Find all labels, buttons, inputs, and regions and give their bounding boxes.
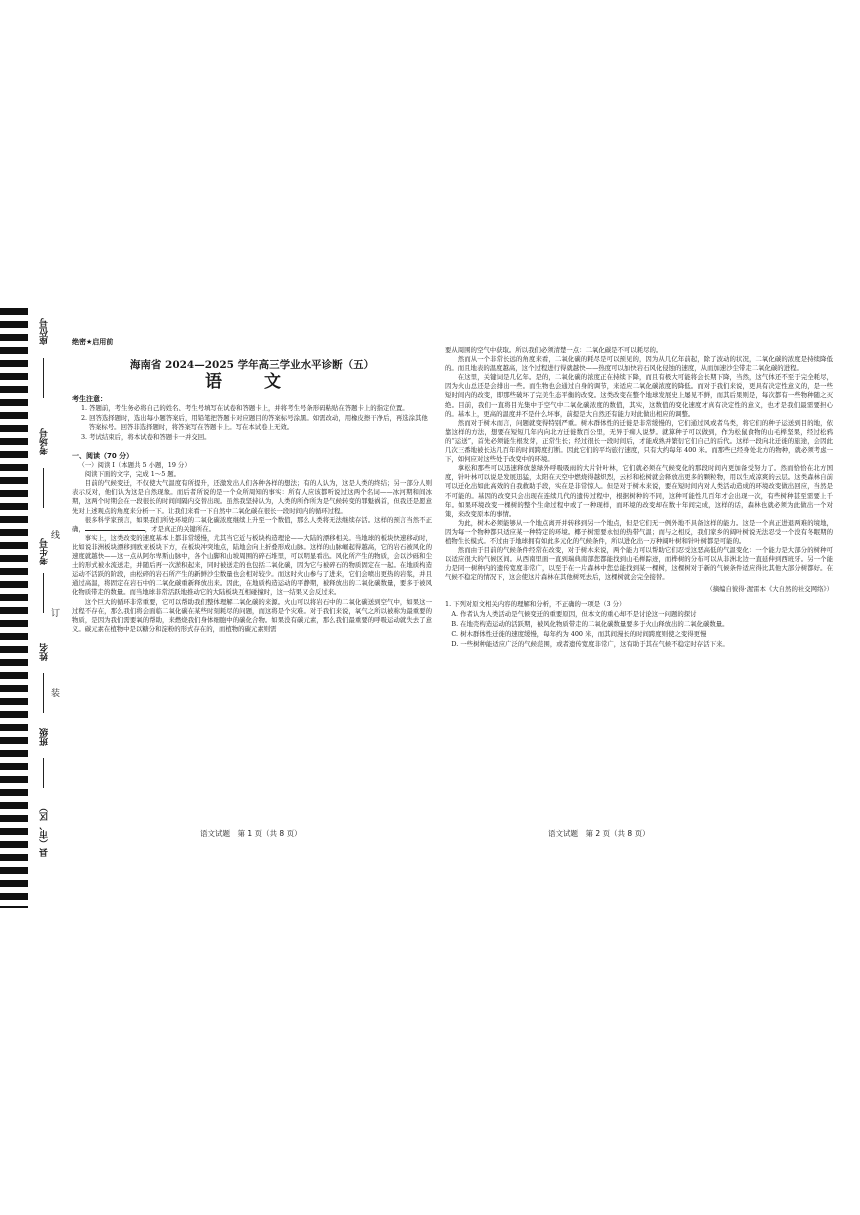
question-option[interactable]: B. 在地壳构造运动的活跃期，被风化物质带走的二氧化碳数量要多于火山释放出的二氧化碳数量。 bbox=[451, 619, 729, 628]
exam-room-label: 考场号 bbox=[40, 428, 50, 455]
fill-blank[interactable] bbox=[85, 525, 145, 531]
section-title: 一、阅读（70 分） bbox=[72, 452, 134, 460]
class-label: 班级 bbox=[40, 728, 50, 746]
secret-mark: 绝密★启用前 bbox=[72, 338, 114, 346]
passage-source: （摘编自彼得·渥雷本《大自然的社交网络》） bbox=[706, 585, 833, 594]
passage-text: ，才是真正的关键所在。 bbox=[144, 524, 216, 533]
passage-paragraph: 然而对于树木而言，问题就变得特别严重。树木群体性的迁徙是非常缓慢的，它们通过风或者鸟类，将它们的种子运送到目的地，依靠这样的方法，想要在短短几年内向北方迁徙数百公里，无异于痴人说梦。就算种子可以做到，作为松鼠食物的山毛榉坚果，经过松鸦的“运送”，首先必须能生根发芽，正常生长；经过很长一段时间后，才能成熟并繁衍它们自己的后代。这样一段向北迁徙的旅途，会因此几次三番地被长达几百年的时间跨度打断。因此它们的平均旅行速度，只有大约每年 400 米。而那些已经身处北方的物种，就必须考虑一下，如何应对这些处于改变中的环境。 bbox=[445, 418, 833, 464]
passage-text: 很多科学家预言，如果我们所处环境的二氧化碳浓度继续上升至一个数值，那么人类将无法继续存活。这样的预言当然不正确， bbox=[72, 515, 432, 533]
cut-bind-mark: 装 bbox=[49, 688, 59, 697]
passage-paragraph: 这个巨大的循环非常重要，它可以帮助我们整体理解二氧化碳的来源。火山可以将岩石中的二氧化碳送到空气中，如果这一过程不存在，那么我们将会面临二氧化碳在某些时刻耗尽的问题，而这将是个灾难。对于我们来说，氧气之所以被称为最重要的物质，是因为我们需要氧的帮助，来燃烧我们身体细胞中的碳化合物。如果没有碳元素，那么我们最重要的呼吸运动就失去了意义。碳元素在植物中是以糖分和淀粉的形式存在的，而植物的碳元素则需 bbox=[72, 597, 432, 633]
notes-title: 考生注意： bbox=[72, 395, 107, 404]
passage-paragraph: 然而由于目前的气候条件经常在改变，对于树木来说，两个能力可以帮助它们忍受这恶高低的气温变化：一个能力是大部分的树种可以适应很大的气候区间。从西南里面一直到瑞典南部您都能找到山毛榉踪迹，而桦树的分布可以从非洲北边一直延伸到西班牙。另一个能力是同一树种内的遗传宽度非常广，以至于在一片森林中您总能找到某一棵树，这棵树对于新的气候条件适应得比其他大部分树都好。在气候不稳定的情况下，这会使这片森林在其他树死去后，这棵树就会完全接替。 bbox=[445, 546, 833, 582]
page-footer-left: 语文试题 第 1 页（共 8 页） bbox=[200, 829, 302, 838]
section-instruction: 阅读下面的文字，完成 1～5 题。 bbox=[84, 470, 181, 479]
passage-paragraph: 拿松和那些可以迅速释放葱绿外呼吸吸雨的大片针叶林，它们就必须在气候变化的那段时间内更加备受努力了。然而恰恰在北方国度，针叶林可以说是发展迅猛，太阳在天空中燃烧得越炽烈，云杉和松树就会释放出更多的颗粒物，用以生成凉爽的云层。这类森林自前可以迁化出如此高效的自我救助手段，实在是非常惊人。但是对于树木来说，要在短时间内对人类活动造成的环境改变做出回应，当然是不可能的。基因的改变只会出现在连续几代的遗传过程中，根据树种的不同，这种可能性几百年才会出现一次，有些树种甚至需要上千年。如果环境改变一棵树的整个生命过程中或了一种现样，而环境的改变却在数十年间完成，这样的话，森林也就必须为此做出一个对策，来改变原本的事情。 bbox=[445, 464, 833, 518]
passage-paragraph: 要从周围的空气中获取。所以我们必须清楚一点：二氧化碳是不可以耗尽的。 bbox=[445, 346, 663, 354]
left-page bbox=[72, 338, 432, 634]
binding-strip bbox=[30, 308, 60, 908]
exam-sheet bbox=[0, 308, 860, 908]
class-blank bbox=[43, 758, 44, 788]
name-label: 姓名 bbox=[40, 643, 50, 661]
question-option[interactable]: C. 树木群体性迁徙的速度缓慢，每年约为 400 米，而其间漫长的时间跨度则使之变得更慢 bbox=[451, 629, 707, 638]
exam-number-blank bbox=[43, 573, 44, 613]
exam-number-label: 考生号 bbox=[40, 538, 50, 565]
question-option[interactable]: D. 一些树种能适应广泛的气候范围，或者遗传宽度非常广，这有助于其在气候不稳定时存活下来。 bbox=[451, 639, 729, 648]
question-option[interactable]: A. 作者认为人类活动是气候变迁的重要原因，但本文的重心却不是讨论这一问题的探讨 bbox=[451, 609, 697, 618]
cut-line-mark: 线 bbox=[49, 530, 59, 539]
seat-number-blank bbox=[43, 358, 44, 398]
note-item: 3. 考试结束后，将本试卷和答题卡一并交回。 bbox=[80, 432, 211, 441]
subject-title: 语 文 bbox=[205, 372, 299, 393]
exam-title: 海南省 2024—2025 学年高三学业水平诊断（五） bbox=[129, 359, 375, 372]
seat-number-label: 座位号 bbox=[40, 318, 50, 345]
note-item: 2. 回答选择题时，选出每小题答案后，用铅笔把答题卡对应题目的答案标号涂黑。如需改动，用橡皮擦干净后，再选涂其他答案标号。回答非选择题时，将答案写在答题卡上。写在本试卷上无效。 bbox=[80, 413, 428, 432]
passage-paragraph: 事实上，这类改变的速度基本上都非常缓慢，尤其当它近与板块构造理论——大陆的漂移相关。当地球的板块快速移动时，比如说非洲板块漂移到欧亚板块下方，在板块冲突地点，陆地会向上折叠形成山脉。这样的山脉崛起得越高，它的岩石被风化的速度就越快——这一点从阿尔卑斯山脉中，各个山脚和山坡周围的碎石堆里，可以明显看出。风化所产生的物质，会以沙砾和尘土的形式被水流送走，并随后再一次淤积起来，同时被送走的也包括二氧化碳，因为它与被碎石的物质固定在一起。在地质构造运动不活跃的阶段，由松碎的岩石所产生的新鲜沙尘数量也会相对较少。而这时火山参与了进来，它们会喷出更热的岩浆，并且通过高温，将固定在岩石中的二氧化碳重新释放出来。因此，在地质构造运动的平静期，被释放出的二氧化碳数量，要多于被风化物质带走的数量。而当地球非常活跃地推动它的大陆板块互相碰撞时，这一结果又会反过来。 bbox=[72, 533, 432, 597]
note-item: 1. 答题前，考生务必将自己的姓名、考生号填写在试卷和答题卡上，并将考生号条形码粘贴在答题卡上的指定位置。 bbox=[80, 404, 409, 413]
exam-room-blank bbox=[43, 468, 44, 508]
passage-paragraph: 为此，树木必须能够从一个地点离开并转移到另一个地点，但是它们无一例外地不具备这样的能力。这是一个真正进退两难的境地，因为每一个物种都只适应某一种特定的环境。椰子树需要永恒的热带气温；而与之相反，我们家乡的阔叶树说无法忍受一个没有冬眠期的植物生长模式。不过由于地球拥有如此多元化的气候条件，所以进化出一万种阔叶树和针叶树都是可能的。 bbox=[445, 518, 833, 545]
right-page bbox=[445, 346, 833, 649]
passage-paragraph: 然而从一个非常长远的角度来看，二氧化碳的耗尽是可以预见的，因为从几亿年前起，除了波动的状况，二氧化碳的浓度是持续降低的。而且地表的温度越高，这个过程进行得就越快——热度可以加快岩石风化侵蚀的速度，从而加速沙尘带走二氧化碳的进程。 bbox=[445, 355, 833, 373]
passage-paragraph: 目前的气候变迁，不仅使大气温度有所提升，还激发出人们各种各样的想法；有的人认为，这是人类的终结；另一部分人则表示反对，他们认为这是自然现象。而后者所说的是一个众所周知的事实：所有人应该都听说过这两个名词——冰河期和间冰期，这两个时期会在一段很长的时间间隔内交替出现。虽然我坚持认为，人类的所作所为是气候转变的罪魁祸首，但我还是愿意先对上述观点的角度来分析一下。让我们来看一下自然中二氧化碳在很长一段时间内的循环过程。 bbox=[72, 479, 432, 515]
name-blank bbox=[43, 673, 44, 713]
passage-paragraph-with-blank bbox=[72, 516, 432, 534]
cut-order-mark: 订 bbox=[49, 608, 59, 617]
page-footer-right: 语文试题 第 2 页（共 8 页） bbox=[548, 829, 650, 838]
passage-paragraph: 在这里，关键词是几亿年。是的，二氧化碳的浓度正在持续下降，而且有极大可能将会长期下降，当然，这气体还不至于完全耗尽，因为火山总还是会排出一些。而生物也会通过自身的调节，来适应二氧化碳浓度的降低。而对于我们来说，更具有决定性意义的，是一些短时间内的改变，即那些破坏了完美生态平衡的改变。这类改变在整个地球发展史上屡见不鲜，而其后果则是，每次都有一些物种随之灭绝。目前，我们一直将目光集中于空气中二氧化碳浓度的数值，其实，这数值的变化速度才真有决定性的意义，也才是我们最需要担心的。基本上，更高的温度并不是什么坏事，前提是大自然还有能力对此做出相应的调整。 bbox=[445, 373, 833, 418]
county-label: 县（市、区） bbox=[40, 803, 50, 857]
section-subtitle: （一）阅读 I（本题共 5 小题，19 分） bbox=[78, 461, 191, 470]
question-stem: 1. 下列对原文相关内容的理解和分析，不正确的一项是（3 分） bbox=[445, 599, 626, 608]
binding-stripes bbox=[0, 308, 28, 908]
